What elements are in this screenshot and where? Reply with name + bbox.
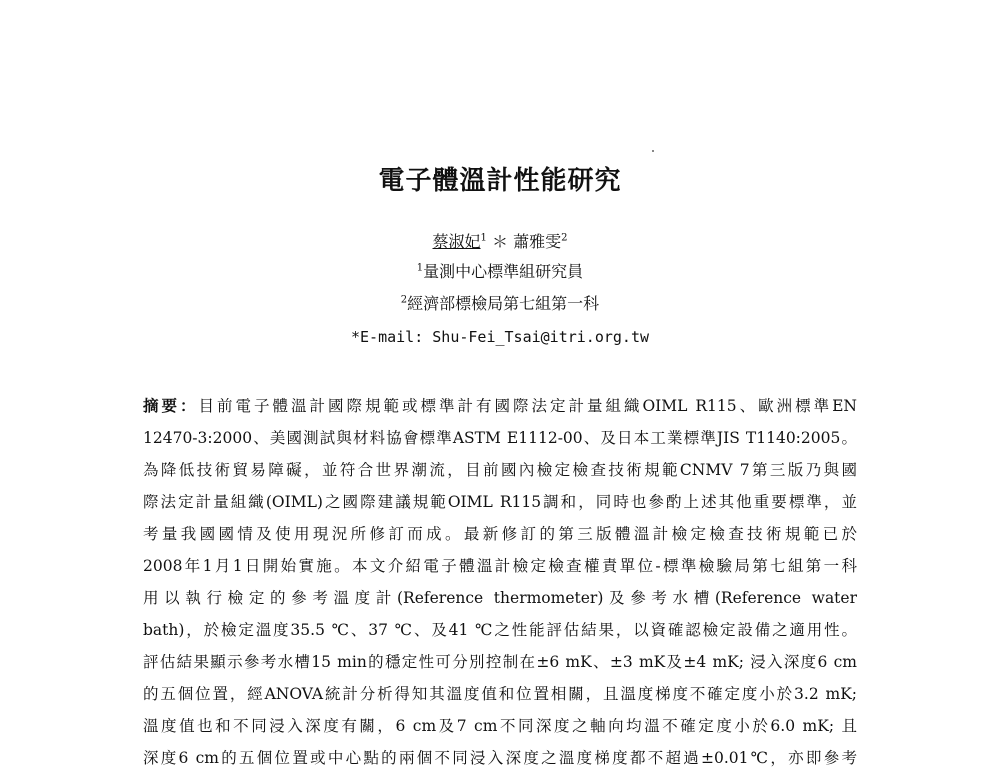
abstract-line: bath)，於檢定溫度35.5 ℃、37 ℃、及41 ℃之性能評估結果，以資確認檢定設備之適用性。 — [143, 621, 857, 639]
abstract — [143, 390, 857, 774]
abstract-line: 為降低技術貿易障礙，並符合世界潮流，目前國內檢定檢查技術規範CNMV 7第三版乃與國 — [143, 461, 857, 479]
affiliation-2 — [0, 294, 1000, 314]
abstract-line-text: 目前電子體溫計國際規範或標準計有國際法定計量組織OIML R115、歐洲標準EN — [198, 397, 857, 415]
abstract-line: 的五個位置，經ANOVA統計分析得知其溫度值和位置相關，且溫度梯度不確定度小於3.2 mK; — [143, 685, 857, 703]
affiliation-1-text: 量測中心標準組研究員 — [423, 262, 584, 281]
abstract-line: 深度6 cm的五個位置或中心點的兩個不同浸入深度之溫度梯度都不超過±0.01℃，亦即參考 — [143, 749, 857, 767]
abstract-line: 用以執行檢定的參考溫度計(Reference thermometer)及參考水槽(Reference water — [143, 589, 857, 607]
abstract-line: 溫度值也和不同浸入深度有關，6 cm及7 cm不同深度之軸向均溫不確定度小於6.0 mK; 且 — [143, 717, 857, 735]
abstract-line: 評估結果顯示參考水槽15 min的穩定性可分別控制在±6 mK、±3 mK及±4 mK; 浸入深度6 cm — [143, 653, 857, 671]
abstract-label: 摘要： — [143, 397, 199, 415]
abstract-line — [143, 390, 857, 422]
author-1: 蔡淑妃 — [432, 232, 481, 251]
abstract-line: 際法定計量組織(OIML)之國際建議規範OIML R115調和，同時也參酌上述其他重要標準，並 — [143, 493, 857, 511]
abstract-line: 考量我國國情及使用現況所修訂而成。最新修訂的第三版體溫計檢定檢查技術規範已於 — [143, 525, 857, 543]
author-1-sup: 1 — [480, 232, 487, 244]
paper-title: 電子體溫計性能研究 — [378, 166, 622, 196]
affiliation-1 — [0, 262, 1000, 282]
affiliation-2-text: 經濟部標檢局第七組第一科 — [407, 294, 600, 313]
affiliation-2-sup: 2 — [400, 294, 408, 306]
abstract-line: 12470-3:2000、美國測試與材料協會標準ASTM E1112-00、及日本工業標準JIS T1140:2005。 — [143, 429, 857, 447]
affiliation-1-sup: 1 — [416, 262, 424, 274]
author-2-sup: 2 — [561, 232, 568, 244]
author-separator: ＊ — [492, 232, 514, 251]
authors-line — [0, 232, 1000, 252]
speck — [652, 150, 654, 152]
contact-email: *E-mail: Shu-Fei_Tsai@itri.org.tw — [350, 328, 649, 346]
abstract-line: 2008年1月1日開始實施。本文介紹電子體溫計檢定檢查權責單位-標準檢驗局第七組第一科 — [143, 557, 857, 575]
author-2: 蕭雅雯 — [513, 232, 562, 251]
